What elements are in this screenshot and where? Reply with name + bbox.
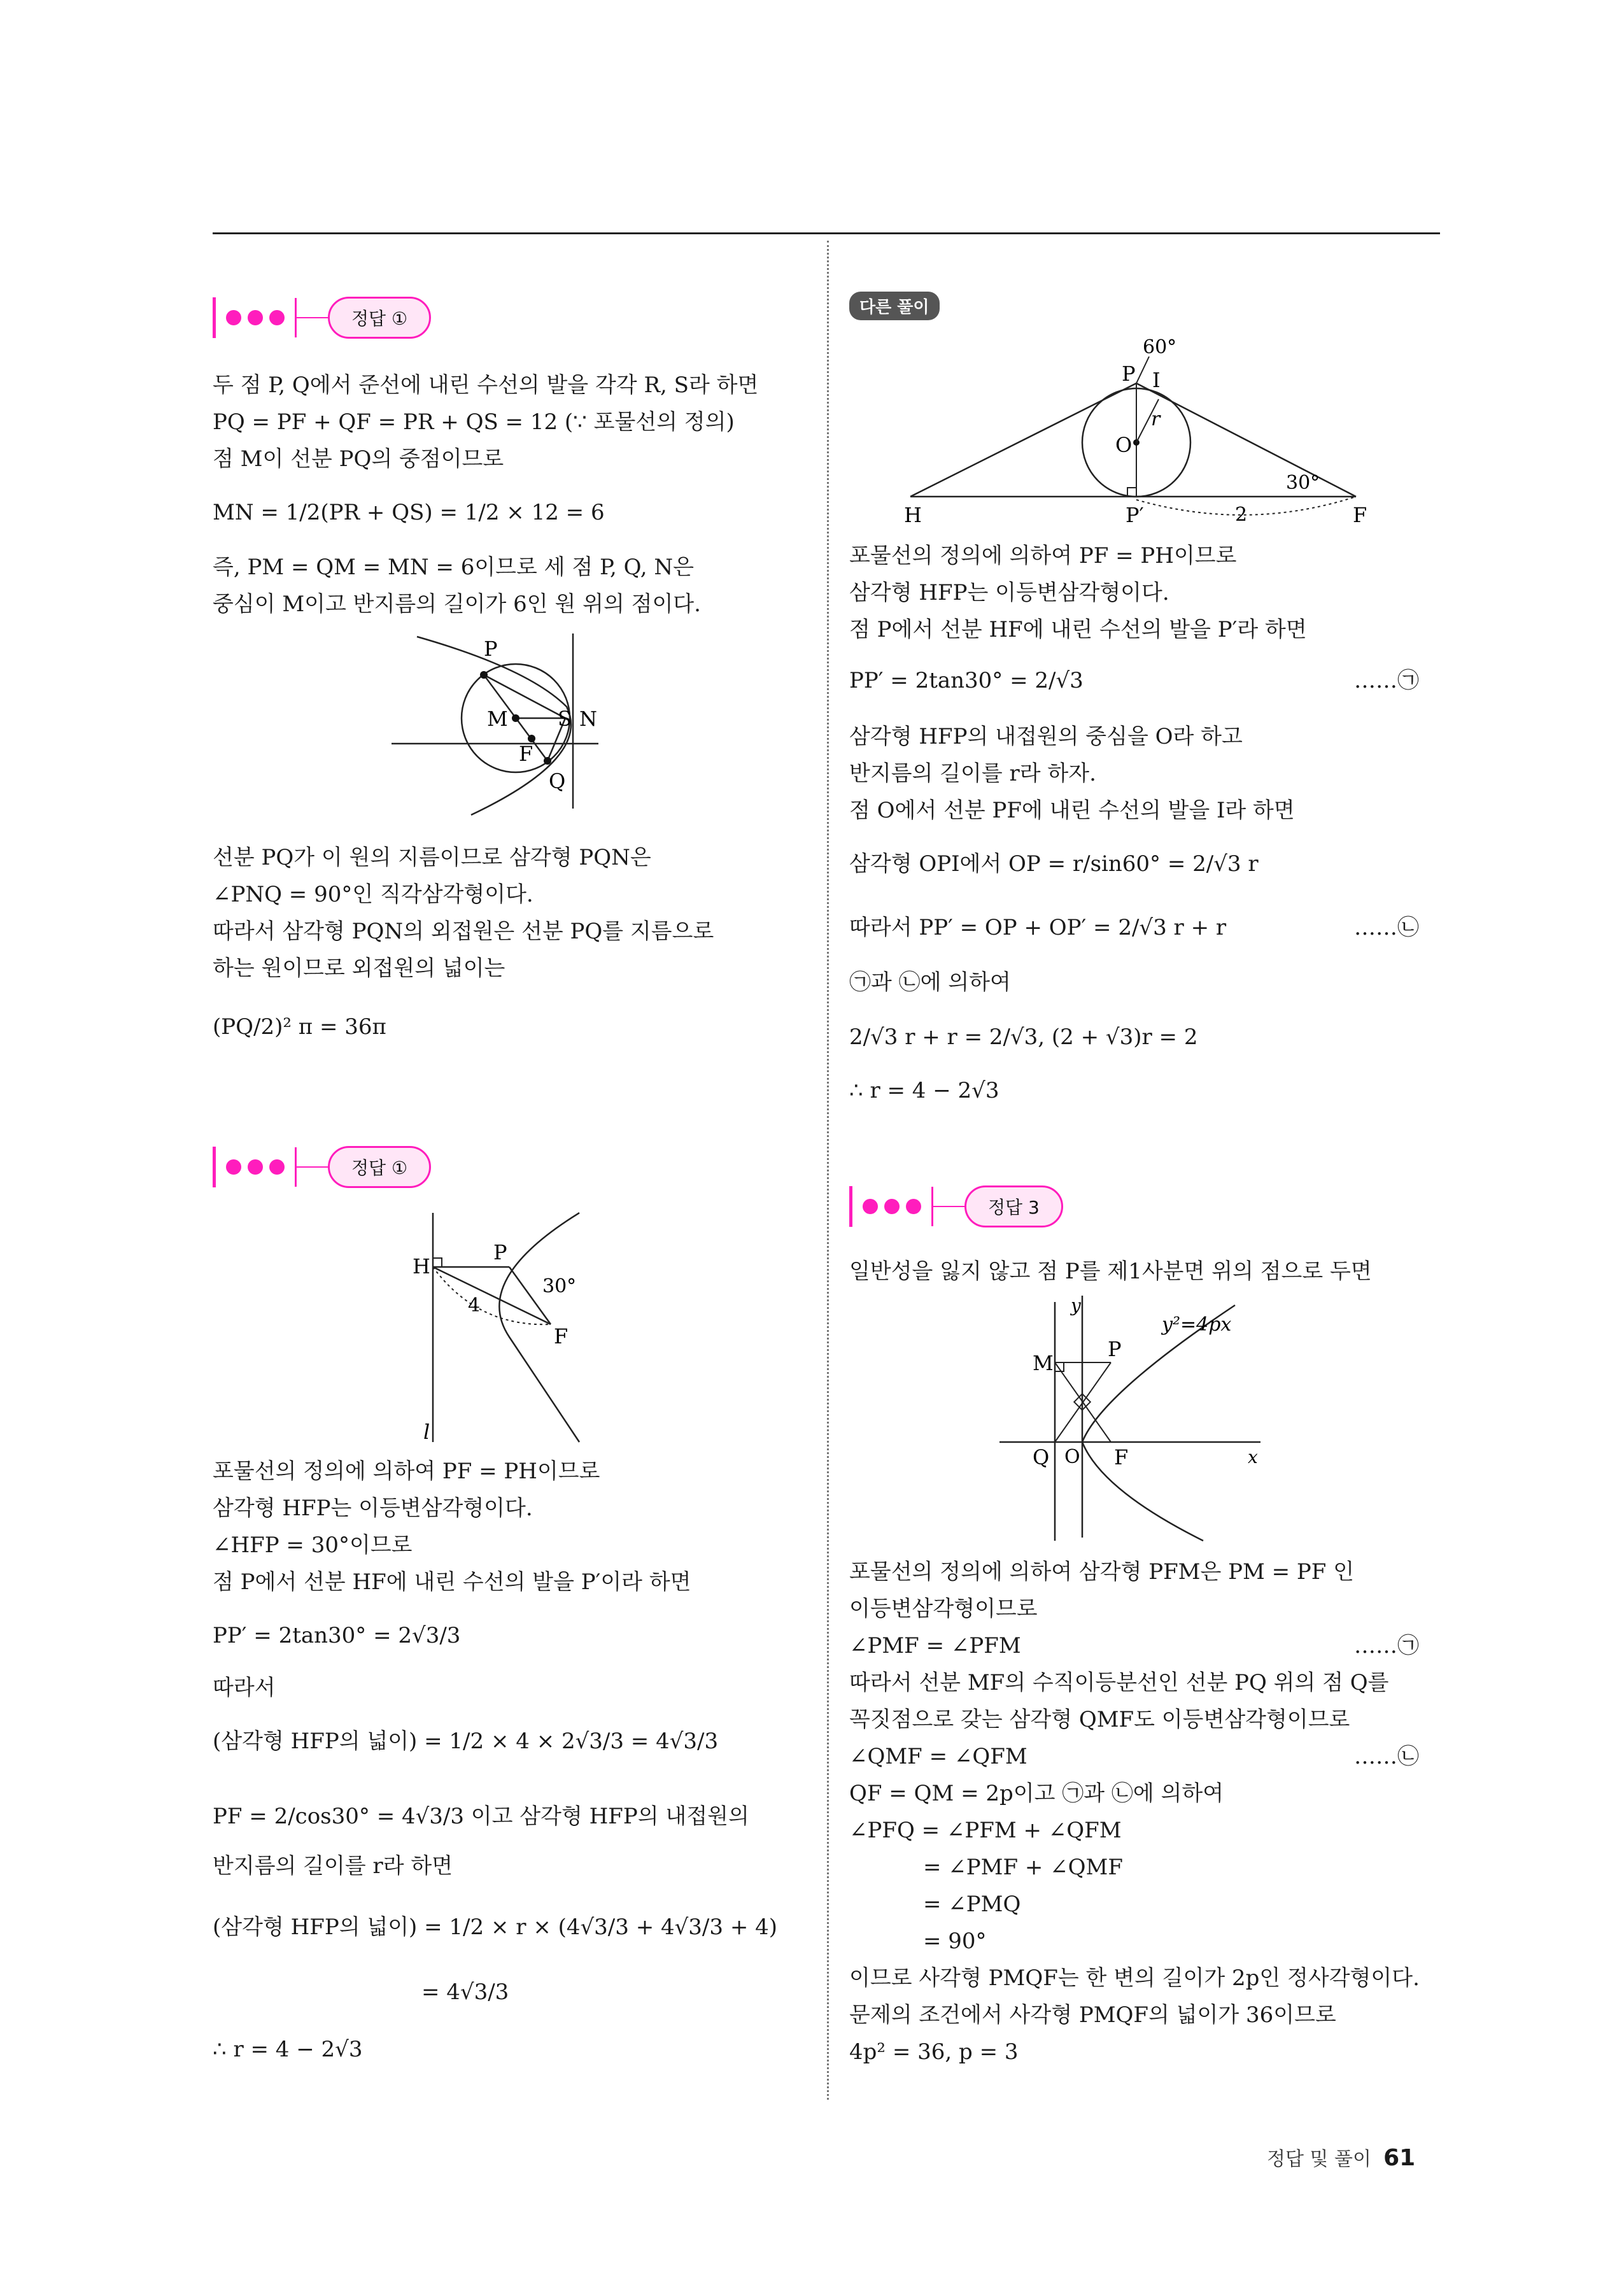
label-x: x (1248, 1447, 1258, 1468)
equation-line: (PQ/2)² π = 36π (213, 1014, 386, 1040)
right-angle-mark (433, 1258, 442, 1267)
alt-solution-badge: 다른 풀이 (849, 292, 940, 320)
dots-icon (863, 1199, 921, 1214)
ref-mark: ……㉡ (1354, 1744, 1419, 1769)
label-l: l (423, 1420, 430, 1444)
accent-bar (849, 1186, 852, 1227)
text-line: 이등변삼각형이므로 (849, 1596, 1038, 1622)
label-f: F (1114, 1445, 1129, 1469)
label-p: P (1108, 1337, 1122, 1361)
label-f: F (1353, 503, 1367, 527)
equation-line: PF = 2/cos30° = 4√3/3 이고 삼각형 HFP의 내접원의 (213, 1804, 749, 1829)
label-m: M (487, 707, 508, 731)
equation-text: ∠QMF = ∠QFM (849, 1744, 1027, 1769)
text-line: 일반성을 잃지 않고 점 P를 제1사분면 위의 점으로 두면 (849, 1259, 1372, 1284)
equation-line (849, 1631, 1419, 1660)
equation-text: 따라서 PP′ = OP + OP′ = 2/√3 r + r (849, 915, 1227, 940)
equation-line (849, 666, 1419, 695)
label-f: F (554, 1324, 568, 1348)
answer-header-2 (213, 1146, 431, 1188)
point-m (512, 714, 519, 722)
text-line: 두 점 P, Q에서 준선에 내린 수선의 발을 각각 R, S라 하면 (213, 372, 759, 398)
ref-mark: ……㉠ (1354, 1633, 1419, 1659)
equation-line: 삼각형 OPI에서 OP = r/sin60° = 2/√3 r (849, 851, 1259, 877)
text-line: 따라서 선분 MF의 수직이등분선인 선분 PQ 위의 점 Q를 (849, 1670, 1389, 1695)
footer-label: 정답 및 풀이 (1267, 2148, 1371, 2170)
text-line: 삼각형 HFP는 이등변삼각형이다. (213, 1496, 533, 1521)
label-q: Q (549, 769, 566, 793)
square-parabola-figure (993, 1292, 1273, 1547)
equation-line: ∠PFQ = ∠PFM + ∠QFM (849, 1818, 1122, 1843)
connector-line (295, 1166, 328, 1168)
label-p: P (1122, 362, 1136, 386)
text-line: 점 M이 선분 PQ의 중점이므로 (213, 446, 504, 472)
equation-line: = 90° (923, 1928, 987, 1954)
point-q (544, 757, 551, 765)
parabola-curve (1082, 1305, 1235, 1541)
text-line: 꼭짓점으로 갖는 삼각형 QMF도 이등변삼각형이므로 (849, 1707, 1350, 1732)
label-s: S (558, 707, 572, 731)
ref-mark: ……㉠ (1354, 668, 1419, 693)
text-line: 점 P에서 선분 HF에 내린 수선의 발을 P′이라 하면 (213, 1569, 691, 1595)
text-line: 포물선의 정의에 의하여 PF = PH이므로 (213, 1459, 600, 1484)
text-line: 포물선의 정의에 의하여 PF = PH이므로 (849, 543, 1237, 569)
label-y: y (1071, 1295, 1081, 1316)
equation-line: 2/√3 r + r = 2/√3, (2 + √3)r = 2 (849, 1024, 1198, 1050)
text-line: 이므로 사각형 PMQF는 한 변의 길이가 2p인 정사각형이다. (849, 1965, 1420, 1991)
right-angle-mark (1127, 488, 1136, 497)
text-line: ㉠과 ㉡에 의하여 (849, 970, 1011, 995)
equation-line (849, 913, 1419, 942)
label-equation: y²=4px (1162, 1313, 1232, 1336)
answer-header-3 (849, 1185, 1063, 1227)
conclusion-line: 4p² = 36, p = 3 (849, 2039, 1019, 2065)
text-line: 반지름의 길이를 r라 하자. (849, 761, 1096, 786)
label-n: N (579, 707, 597, 731)
dots-icon (226, 1159, 285, 1175)
label-p-prime: P′ (1126, 503, 1144, 527)
text-line: 삼각형 HFP는 이등변삼각형이다. (849, 580, 1169, 605)
text-line: 삼각형 HFP의 내접원의 중심을 O라 하고 (849, 724, 1243, 749)
connector-line (931, 1206, 964, 1207)
page-footer (1267, 2143, 1415, 2171)
label-60: 60° (1143, 336, 1177, 358)
text-line: 따라서 삼각형 PQN의 외접원은 선분 PQ를 지름으로 (213, 919, 714, 944)
incircle-triangle-figure (891, 331, 1401, 535)
label-2: 2 (1235, 504, 1248, 526)
text-line: 따라서 (213, 1675, 276, 1701)
accent-bar (213, 297, 216, 338)
segment-hf (433, 1267, 551, 1324)
page-number: 61 (1383, 2145, 1416, 2171)
accent-bar (213, 1147, 216, 1187)
label-o: O (1064, 1446, 1080, 1468)
connector-line (295, 317, 328, 318)
text-line: 포물선의 정의에 의하여 삼각형 PFM은 PM = PF 인 (849, 1559, 1355, 1585)
equation-line: = ∠PMF + ∠QMF (923, 1855, 1123, 1880)
conclusion-line: ∴ r = 4 − 2√3 (213, 2037, 363, 2062)
angle-ray (1136, 357, 1149, 383)
equation-line: = ∠PMQ (923, 1892, 1021, 1917)
label-i: I (1152, 368, 1161, 392)
text-line: 즉, PM = QM = MN = 6이므로 세 점 P, Q, N은 (213, 555, 694, 580)
dots-icon (226, 310, 285, 325)
top-rule (213, 232, 1440, 234)
equation-line: (삼각형 HFP의 넓이) = 1/2 × r × (4√3/3 + 4√3/3 + 4) (213, 1914, 778, 1940)
text-line: QF = QM = 2p이고 ㉠과 ㉡에 의하여 (849, 1781, 1224, 1806)
text-line: 하는 원이므로 외접원의 넓이는 (213, 956, 505, 981)
equation-line (849, 1742, 1419, 1771)
label-f: F (519, 742, 533, 766)
point-p (480, 671, 488, 679)
equation-text: ∠PMF = ∠PFM (849, 1633, 1021, 1659)
equation-line: MN = 1/2(PR + QS) = 1/2 × 12 = 6 (213, 500, 605, 525)
text-line: 선분 PQ가 이 원의 지름이므로 삼각형 PQN은 (213, 845, 651, 870)
equation-line: PP′ = 2tan30° = 2√3/3 (213, 1623, 461, 1648)
answer-badge: 정답 ① (328, 297, 431, 339)
answer-header-1 (213, 297, 431, 339)
label-angle: 30° (542, 1275, 577, 1298)
label-q: Q (1033, 1445, 1050, 1469)
label-h: H (904, 503, 922, 527)
label-30: 30° (1286, 472, 1320, 494)
text-line: 중심이 M이고 반지름의 길이가 6인 원 위의 점이다. (213, 591, 701, 617)
circle-parabola-figure (382, 630, 637, 821)
text-line: 문제의 조건에서 사각형 PMQF의 넓이가 36이므로 (849, 2002, 1336, 2028)
label-p: P (493, 1240, 507, 1264)
text-line: 점 P에서 선분 HF에 내린 수선의 발을 P′라 하면 (849, 617, 1307, 642)
text-line: 반지름의 길이를 r라 하면 (213, 1853, 453, 1879)
label-r: r (1151, 408, 1161, 430)
label-h: H (413, 1254, 430, 1278)
equation-text: PP′ = 2tan30° = 2/√3 (849, 668, 1084, 693)
isosceles-triangle-figure (407, 1210, 611, 1452)
label-m: M (1033, 1351, 1054, 1375)
label-length: 4 (468, 1294, 481, 1317)
answer-badge: 정답 ① (328, 1146, 431, 1188)
ref-mark: ……㉡ (1354, 915, 1419, 940)
text-line: 점 O에서 선분 PF에 내린 수선의 발을 I라 하면 (849, 798, 1295, 823)
text-line: PQ = PF + QF = PR + QS = 12 (∵ 포물선의 정의) (213, 409, 735, 435)
conclusion-line: ∴ r = 4 − 2√3 (849, 1078, 999, 1103)
answer-badge: 정답 3 (964, 1185, 1063, 1227)
label-o: O (1115, 433, 1133, 457)
equation-line: (삼각형 HFP의 넓이) = 1/2 × 4 × 2√3/3 = 4√3/3 (213, 1729, 719, 1754)
equation-line: = 4√3/3 (421, 1979, 509, 2005)
text-line: ∠HFP = 30°이므로 (213, 1532, 413, 1558)
column-divider (827, 241, 829, 2100)
label-p: P (484, 637, 498, 661)
text-line: ∠PNQ = 90°인 직각삼각형이다. (213, 882, 533, 907)
